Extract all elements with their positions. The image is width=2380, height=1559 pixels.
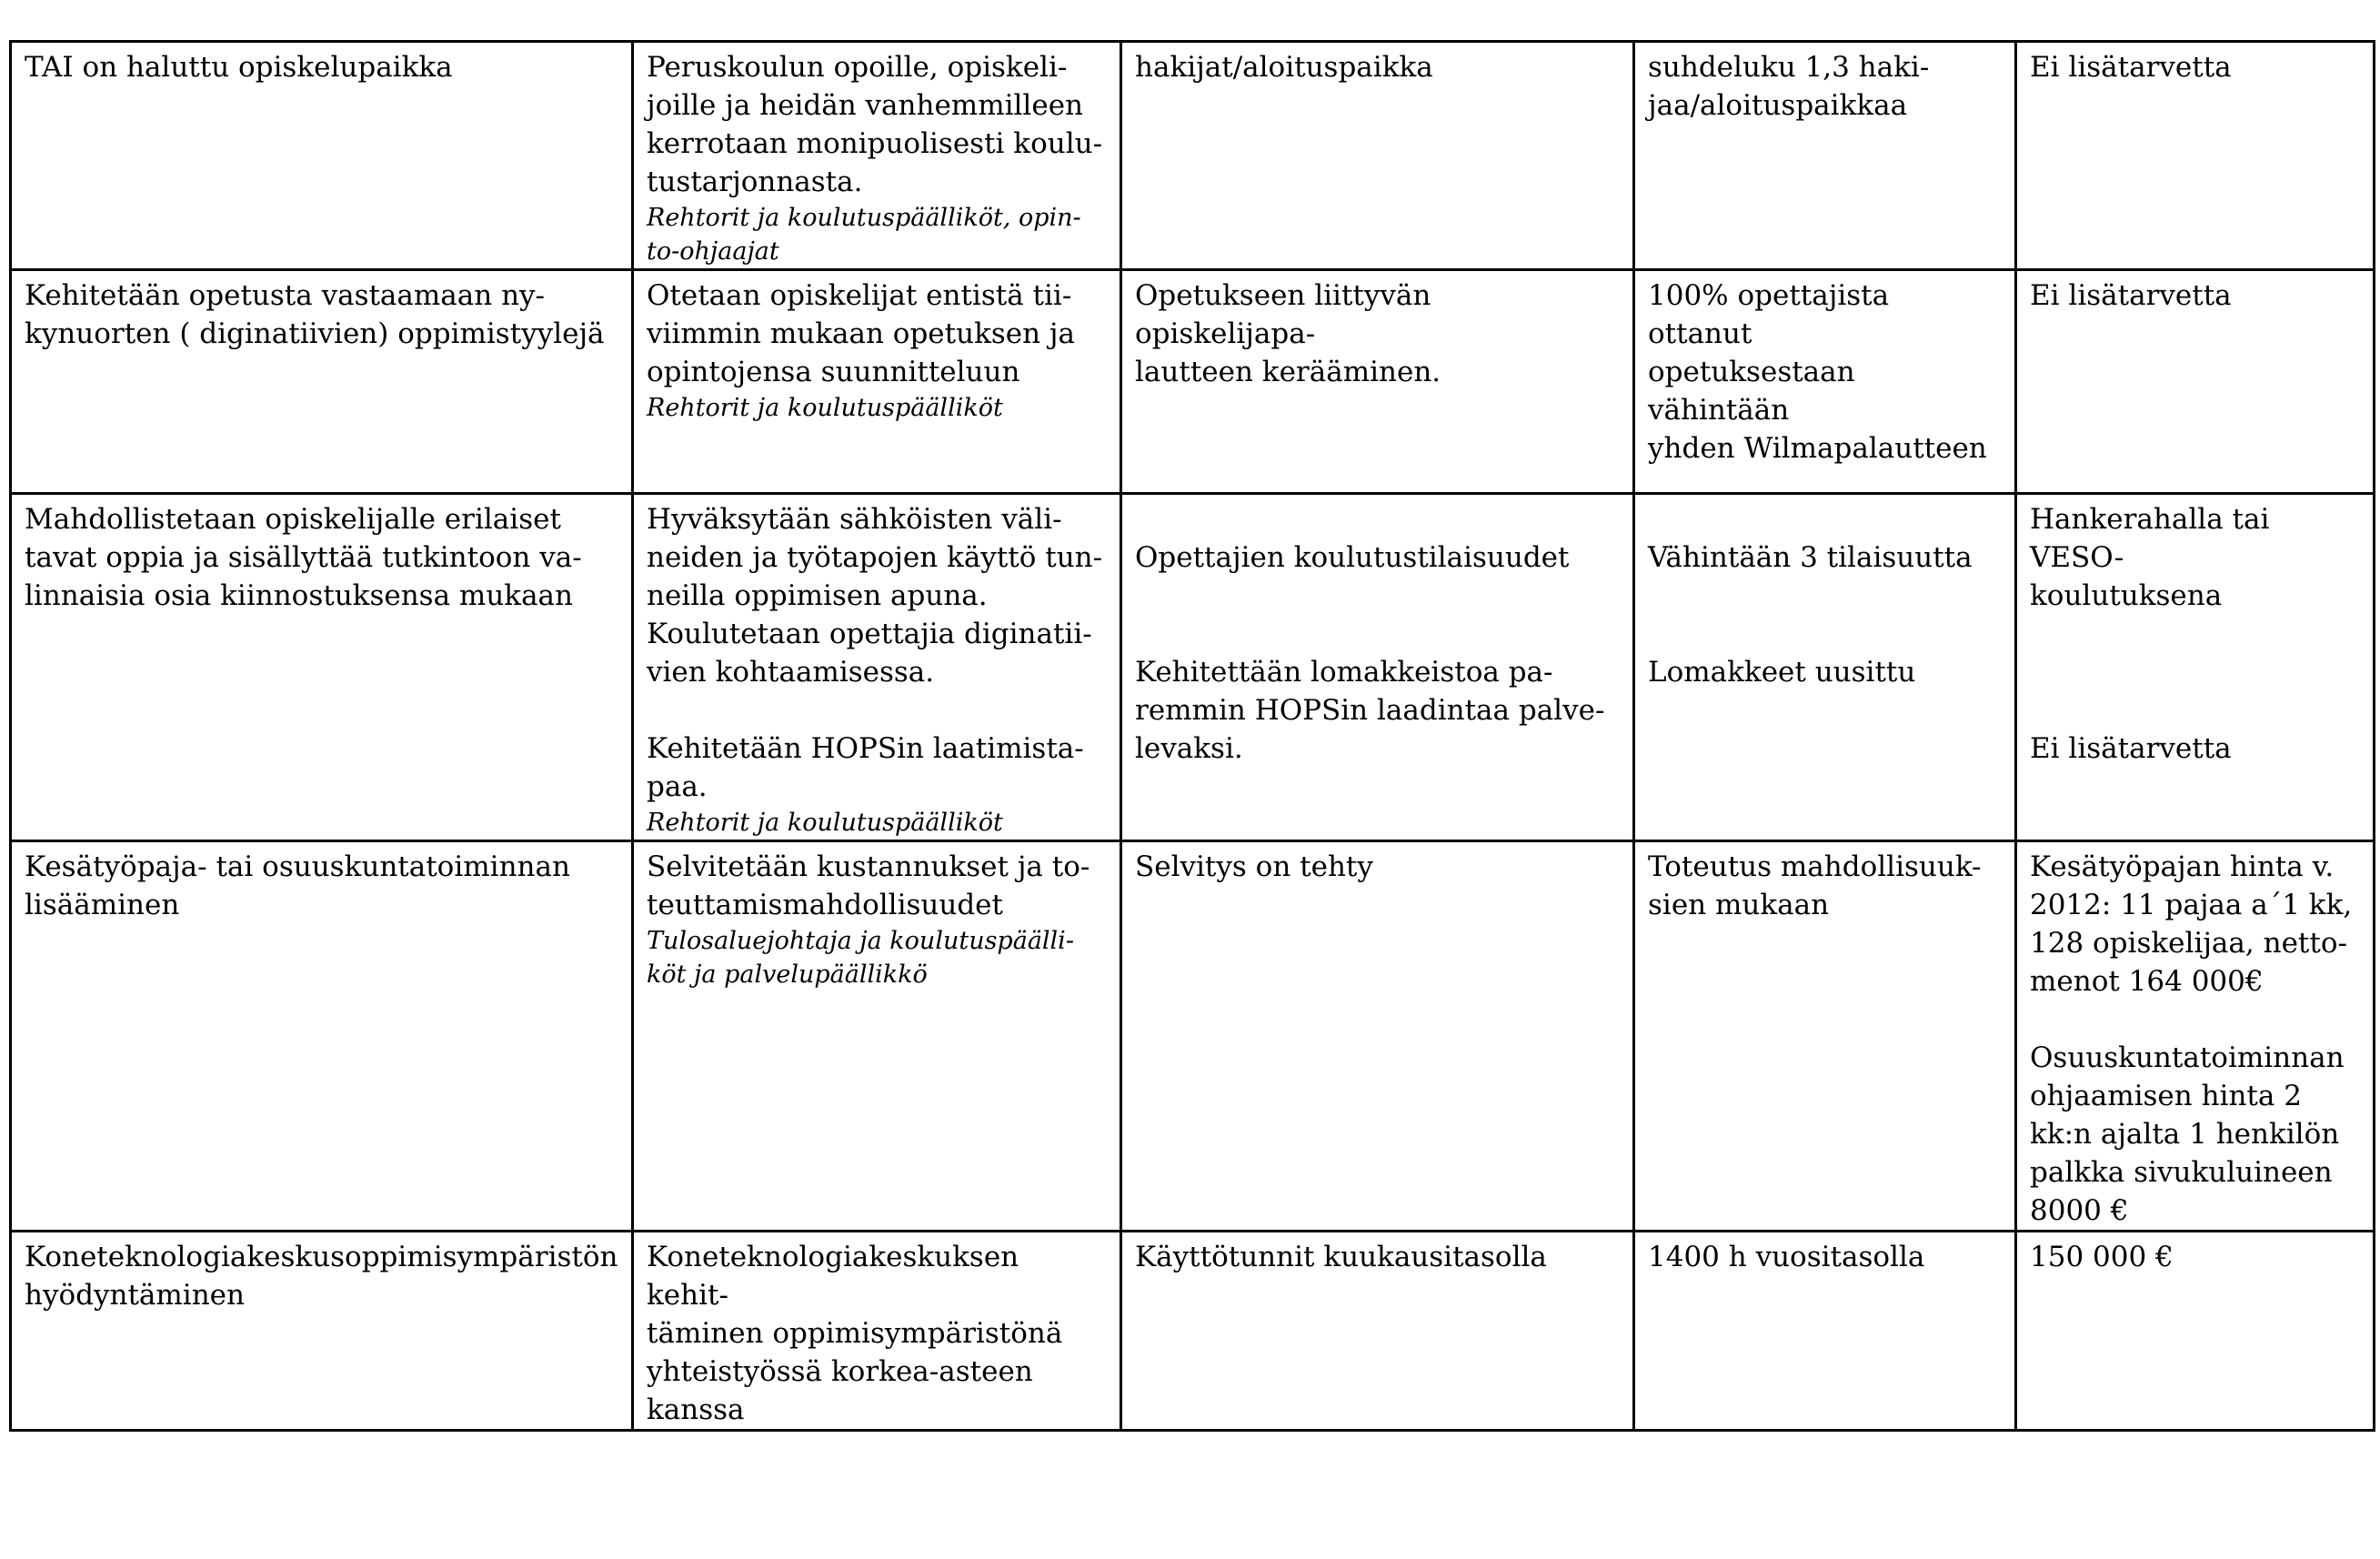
indicator-text: Opetukseen liittyvän opiskelijapa- lautteen kerääminen.	[1135, 279, 1441, 388]
spacer	[1135, 615, 1620, 653]
responsible-text: Rehtorit ja koulutuspäälliköt	[647, 809, 1003, 837]
indicator-text: Selvitys on tehty	[1135, 850, 1373, 883]
target-cell	[1634, 841, 2016, 1232]
goal-cell	[11, 270, 633, 494]
spacer	[1648, 615, 2002, 653]
action-cell	[633, 494, 1121, 841]
resource-cell	[2016, 841, 2375, 1232]
spacer	[1648, 577, 2002, 615]
action-cell	[633, 1232, 1121, 1431]
target-cell	[1634, 494, 2016, 841]
indicator-text: hakijat/aloituspaikka	[1135, 51, 1433, 84]
target-cell	[1634, 1232, 2016, 1431]
resource-cell	[2016, 1232, 2375, 1431]
resource-text: Hankerahalla tai VESO- koulutuksena	[2030, 503, 2270, 612]
responsible-text: Rehtorit ja koulutuspäälliköt	[647, 394, 1003, 422]
spacer	[1648, 500, 2002, 538]
resource-text: Ei lisätarvetta	[2030, 279, 2232, 312]
target-cell	[1634, 42, 2016, 270]
table-row	[11, 270, 2375, 494]
action-text: Kehitetään HOPSin laatimista- paa.	[647, 732, 1084, 803]
goal-cell	[11, 42, 633, 270]
resource-text: Kesätyöpajan hinta v. 2012: 11 pajaa a´1 kk, 128 opiskelijaa, netto- menot 164 000€	[2030, 850, 2353, 998]
target-text: Vähintään 3 tilaisuutta	[1648, 541, 1973, 574]
responsible-text: Tulosaluejohtaja ja koulutuspäälli- köt ja palvelupäällikkö	[647, 927, 1074, 989]
goal-text: TAI on haluttu opiskelupaikka	[25, 51, 453, 84]
spacer	[647, 691, 1107, 729]
action-text: Hyväksytään sähköisten väli- neiden ja työtapojen käyttö tun- neilla oppimisen apuna. Koulutetaan opettajia diginatii- vien kohtaamisessa.	[647, 503, 1103, 689]
responsible-text: Rehtorit ja koulutuspäälliköt, opin- to-ohjaajat	[647, 204, 1081, 266]
target-text: Toteutus mahdollisuuk- sien mukaan	[1648, 850, 1982, 921]
spacer	[2030, 691, 2360, 729]
goal-cell	[11, 494, 633, 841]
resource-text: Ei lisätarvetta	[2030, 732, 2232, 765]
goal-cell	[11, 1232, 633, 1431]
spacer	[1135, 577, 1620, 615]
plan-table	[9, 40, 2375, 1432]
goal-text: Kehitetään opetusta vastaamaan ny- kynuorten ( diginatiivien) oppimistyylejä	[25, 279, 605, 350]
resource-text: 150 000 €	[2030, 1241, 2174, 1273]
action-text: Otetaan opiskelijat entistä tii- viimmin mukaan opetuksen ja opintojensa suunnitteluun	[647, 279, 1076, 388]
indicator-cell	[1121, 270, 1634, 494]
goal-text: Mahdollistetaan opiskelijalle erilaiset tavat oppia ja sisällyttää tutkintoon va- linnaisia osia kiinnostuksensa mukaan	[25, 503, 582, 612]
table-row	[11, 494, 2375, 841]
table-row	[11, 841, 2375, 1232]
action-cell	[633, 841, 1121, 1232]
action-text: Peruskoulun opoille, opiskeli- joille ja heidän vanhemmilleen kerrotaan monipuolisesti koulu- tustarjonnasta.	[647, 51, 1103, 198]
goal-text: Kesätyöpaja- tai osuuskuntatoiminnan lisääminen	[25, 850, 570, 921]
action-text: Koneteknologiakeskuksen kehit- täminen oppimisympäristönä yhteistyössä korkea-asteen kanssa	[647, 1241, 1063, 1426]
spacer	[1135, 500, 1620, 538]
indicator-text: Kehitettään lomakkeistoa pa- remmin HOPSin laadintaa palve- levaksi.	[1135, 656, 1605, 765]
indicator-text: Käyttötunnit kuukausitasolla	[1135, 1241, 1547, 1273]
action-cell	[633, 42, 1121, 270]
indicator-cell	[1121, 494, 1634, 841]
indicator-cell	[1121, 841, 1634, 1232]
indicator-text: Opettajien koulutustilaisuudet	[1135, 541, 1570, 574]
goal-cell	[11, 841, 633, 1232]
target-text: 100% opettajista ottanut opetuksestaan vähintään yhden Wilmapalautteen	[1648, 279, 1987, 465]
indicator-cell	[1121, 42, 1634, 270]
target-cell	[1634, 270, 2016, 494]
table-row	[11, 42, 2375, 270]
resource-text: Osuuskuntatoiminnan ohjaamisen hinta 2 kk:n ajalta 1 henkilön palkka sivukuluineen 8000 €	[2030, 1041, 2345, 1227]
resource-cell	[2016, 42, 2375, 270]
target-text: Lomakkeet uusittu	[1648, 656, 1916, 689]
resource-cell	[2016, 270, 2375, 494]
resource-text: Ei lisätarvetta	[2030, 51, 2232, 84]
indicator-cell	[1121, 1232, 1634, 1431]
target-text: 1400 h vuositasolla	[1648, 1241, 1925, 1273]
action-cell	[633, 270, 1121, 494]
resource-cell	[2016, 494, 2375, 841]
target-text: suhdeluku 1,3 haki- jaa/aloituspaikkaa	[1648, 51, 1930, 122]
table-row	[11, 1232, 2375, 1431]
action-text: Selvitetään kustannukset ja to- teuttamismahdollisuudet	[647, 850, 1090, 921]
goal-text: Koneteknologiakeskusoppimisympäristön hyödyntäminen	[25, 1241, 618, 1312]
spacer	[2030, 1001, 2360, 1039]
spacer	[2030, 615, 2360, 691]
